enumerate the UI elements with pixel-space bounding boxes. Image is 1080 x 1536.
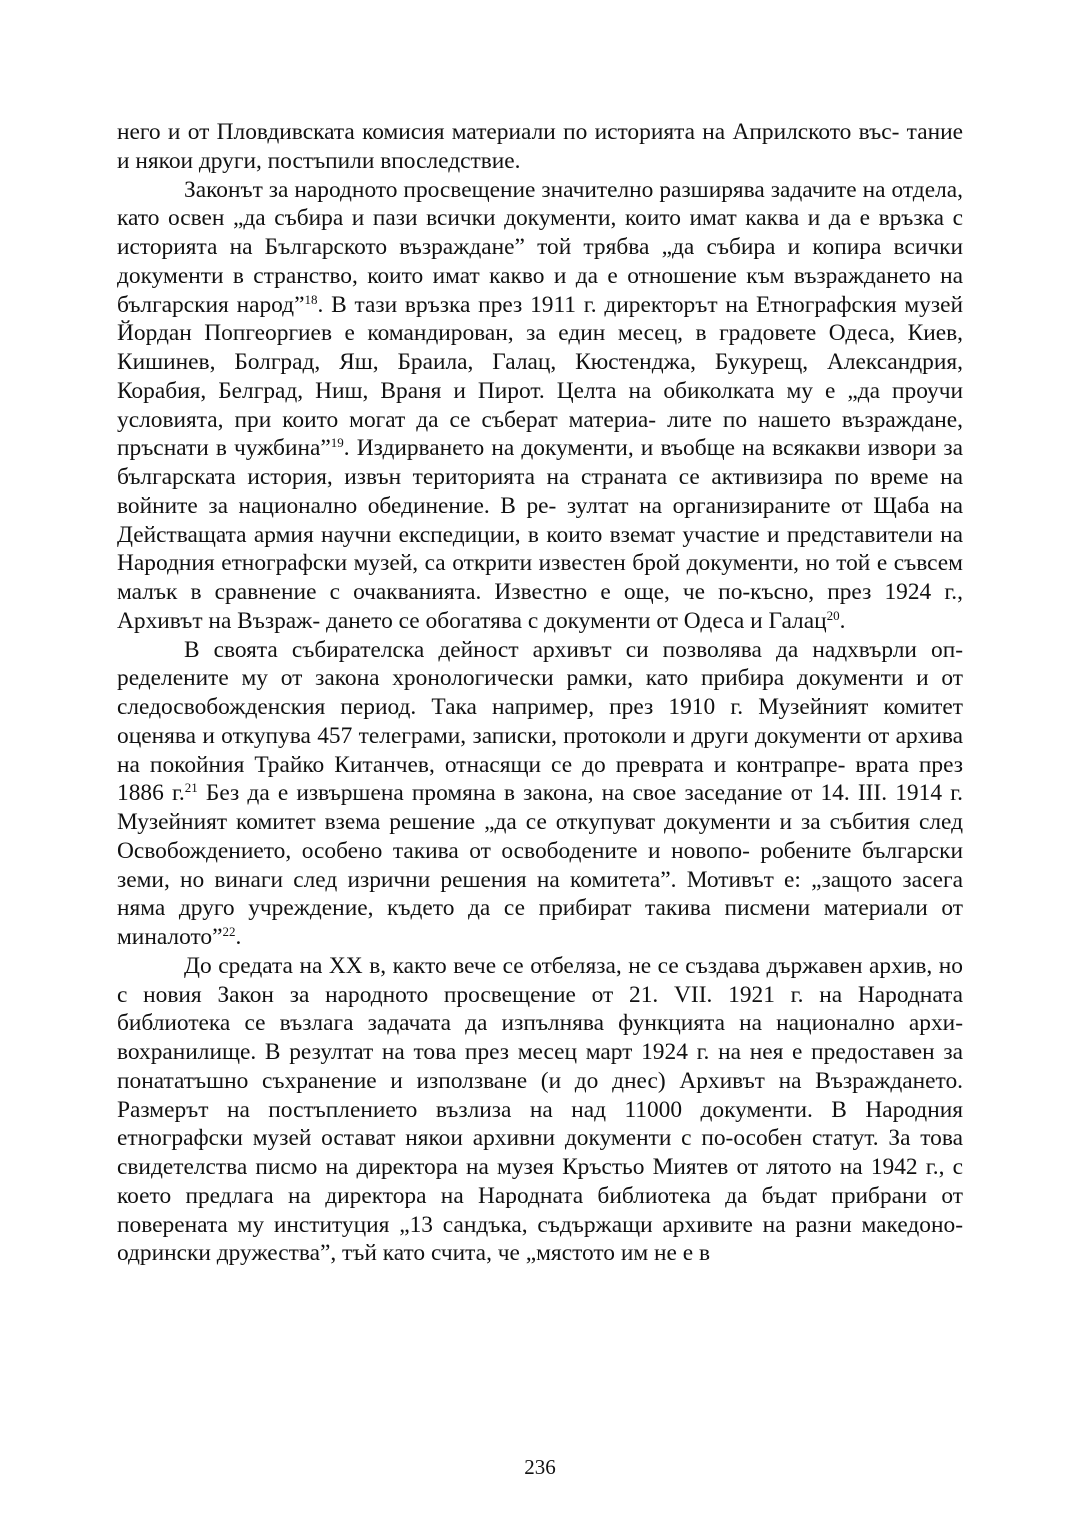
paragraph-text: Законът за народното просвещение значително разширява задачите на отдела, като освен „да събира и пази всички документи, които имат каква и да е връзка с историята на Българското възраждане” той трябва „да събира и копира всички документи в странство, които имат какво и да е отношение към възраждането на българския народ” bbox=[117, 176, 963, 318]
paragraph bbox=[117, 636, 963, 952]
footnote-reference: 21 bbox=[184, 780, 198, 796]
paragraph-text: До средата на XX в, както вече се отбеляза, не се създава държавен архив, но с новия Закон за народното просвещение от 21. VII. 1921 г. на Народната библиотека се възлага задачата да изпълнява функцията на национално архи- вохранилище. В резултат на това през месец март 1924 г. на нея е предоставен за понататъшно съхранение и използване (и до днес) Архивът на Възраждането. Размерът на постъплението възлиза на над 11000 документи. В Народния етнографски музей остават някои архивни документи с по-особен статут. За това свидетелства писмо на директора на музея Кръстьо Миятев от лятото на 1942 г., с което предлага на директора на Народната библиотека да бъдат прибрани от поверената му институция „13 сандъка, съдържащи архивите на разни македоно-одрински дружества”, тъй като счита, че „мястото им не е в bbox=[117, 952, 963, 1267]
footnote-reference: 19 bbox=[330, 435, 344, 451]
paragraph-text: . bbox=[235, 924, 242, 950]
body-text bbox=[117, 118, 963, 1268]
footnote-reference: 18 bbox=[304, 291, 318, 307]
paragraph bbox=[117, 952, 963, 1268]
paragraph-text: В своята събирателска дейност архивът си позволява да надхвърли оп- ределените му от закона хронологически рамки, като прибира документи и от следосвобожденския период. Така например, през 1910 г. Музейният комитет оценява и откупува 457 телеграми, записки, протоколи и други документи от архива на покойния Трайко Китанчев, отнасящи се до преврата и контрапре- врата през 1886 г. bbox=[117, 636, 963, 807]
paragraph-text: . Издирването на документи, и въобще на всякакви извори за българската история, извън територията на страната се активизира по време на войните за национално обединение. В ре- зултат на организираните от Щаба на Действащата армия научни експедиции, в които вземат участие и представители на Народния етнографски музей, са открити известен брой документи, но той е съвсем малък в сравнение с очакванията. Известно е още, че по-късно, през 1924 г., Архивът на Възраж- дането се обогатява с документи от Одеса и Галац bbox=[117, 435, 963, 634]
paragraph-text: Без да е извършена промяна в закона, на свое заседание от 14. III. 1914 г. Музейният комитет взема решение „да се откупуват документи и за събития след Освобождението, особено такива от освободените и новопо- робените български земи, но винаги след изрични решения на комитета”. Мотивът е: „защото засега няма друго учреждение, където да се прибират такива писмени материали от миналото” bbox=[117, 780, 963, 950]
paragraph-text: . В тази връзка през 1911 г. директорът на Етнографския музей Йордан Попгеоргиев е командирован, за един месец, в градовете Одеса, Киев, Кишинев, Болград, Яш, Браила, Галац, Кюстенджа, Букурещ, Александрия, Корабия, Белград, Ниш, Враня и Пирот. Целта на обиколката му е „да проучи условията, при които могат да се съберат материа- лите по нашето възраждане, пръснати в чужбина” bbox=[117, 291, 963, 462]
paragraph bbox=[117, 176, 963, 636]
paragraph-text: него и от Пловдивската комисия материали по историята на Априлското въс- тание и някои други, постъпили впоследствие. bbox=[117, 119, 963, 174]
paragraph-text: . bbox=[839, 607, 846, 634]
footnote-reference: 20 bbox=[826, 607, 840, 623]
page-number: 236 bbox=[524, 1455, 556, 1479]
paragraph bbox=[117, 118, 963, 176]
footnote-reference: 22 bbox=[222, 924, 236, 939]
